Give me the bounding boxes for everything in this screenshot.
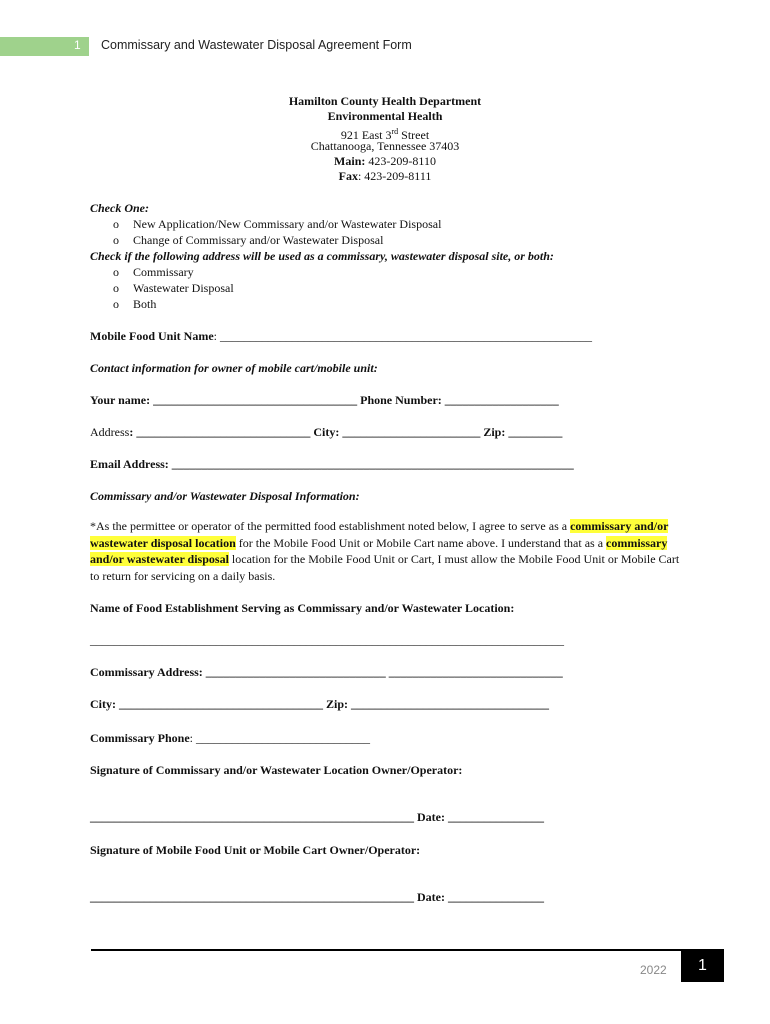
- header-page-number: 1: [74, 38, 81, 52]
- agency-name: Hamilton County Health Department: [288, 94, 482, 108]
- check-one-option-change[interactable]: o Change of Commissary and/or Wastewater Disposal: [113, 233, 384, 247]
- mobile-signature-label: Signature of Mobile Food Unit or Mobile Cart Owner/Operator:: [90, 843, 421, 857]
- mobile-signature-field[interactable]: ______________________________________________________ Date: ________________: [90, 890, 544, 904]
- footer-year: 2022: [640, 963, 667, 977]
- commissary-address-field[interactable]: Commissary Address: ______________________________ _____________________________: [90, 665, 563, 679]
- checkbox-bullet: o: [113, 233, 119, 247]
- highlight-commissary-location: commissary and/or wastewater disposal location: [90, 519, 669, 550]
- establishment-name-field[interactable]: _______________________________________________________________________________: [90, 633, 564, 647]
- highlight-commissary-disposal: commissary and/or wastewater disposal: [90, 535, 668, 566]
- commissary-heading: Commissary and/or Wastewater Disposal Information:: [90, 489, 360, 503]
- checkbox-bullet: o: [113, 297, 119, 311]
- check-use-option-both[interactable]: o Both: [113, 297, 157, 311]
- header-title: Commissary and Wastewater Disposal Agreement Form: [101, 38, 412, 52]
- commissary-phone-field[interactable]: Commissary Phone: _____________________________: [90, 731, 371, 745]
- check-use-option-commissary[interactable]: o Commissary: [113, 265, 194, 279]
- agreement-paragraph: *As the permittee or operator of the permitted food establishment noted below, I agree to serve as a commissary and/or wastewater disposal location for the Mobile Food Unit or Mobile Cart name above. I understand that as a commissary and/or wastewater disposal location for the Mobile Food Unit or Cart, I must allow the Mobile Food Unit or Mobile Cart to return for servicing on a daily basis.: [90, 519, 680, 583]
- agency-city: Chattanooga, Tennessee 37403: [310, 139, 460, 153]
- establishment-label: Name of Food Establishment Serving as Commissary and/or Wastewater Location:: [90, 601, 515, 615]
- mobile-unit-name-field[interactable]: Mobile Food Unit Name: ______________________________________________________________: [90, 329, 592, 343]
- owner-signature-label: Signature of Commissary and/or Wastewater Location Owner/Operator:: [90, 763, 463, 777]
- agency-street: 921 East 3rd Street: [340, 127, 430, 142]
- check-one-option-new[interactable]: o New Application/New Commissary and/or Wastewater Disposal: [113, 217, 442, 231]
- checkbox-bullet: o: [113, 217, 119, 231]
- footer-page-number: 1: [681, 949, 724, 982]
- check-one-label: Check One:: [90, 201, 149, 215]
- commissary-city-zip-field[interactable]: City: __________________________________ Zip: _________________________________: [90, 697, 549, 711]
- checkbox-bullet: o: [113, 265, 119, 279]
- email-field[interactable]: Email Address: ___________________________________________________________________: [90, 457, 574, 471]
- agency-fax: Fax: 423-209-8111: [338, 169, 432, 183]
- agency-division: Environmental Health: [327, 109, 443, 123]
- checkbox-bullet: o: [113, 281, 119, 295]
- owner-signature-field[interactable]: ______________________________________________________ Date: ________________: [90, 810, 544, 824]
- address-field[interactable]: Address: _____________________________ City: _______________________ Zip: _________: [90, 425, 563, 439]
- check-use-option-wastewater[interactable]: o Wastewater Disposal: [113, 281, 234, 295]
- footer-rule: [91, 949, 681, 951]
- check-use-label: Check if the following address will be used as a commissary, wastewater disposal site, or both:: [90, 249, 554, 263]
- agency-main-phone: Main: 423-209-8110: [334, 154, 436, 168]
- contact-heading: Contact information for owner of mobile cart/mobile unit:: [90, 361, 378, 375]
- name-phone-field[interactable]: Your name: __________________________________ Phone Number: ___________________: [90, 393, 559, 407]
